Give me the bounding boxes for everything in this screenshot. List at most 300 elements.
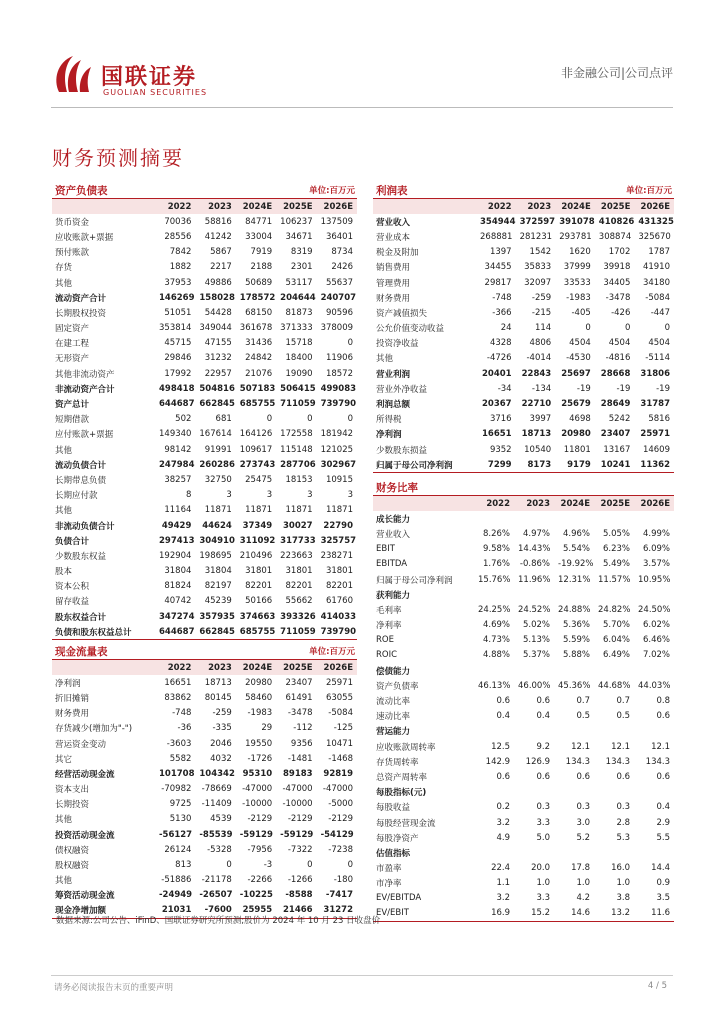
cell-value: 9179 xyxy=(555,457,595,472)
cell-value: 12.31% xyxy=(558,574,591,585)
row-label: 固定资产 xyxy=(55,324,90,335)
cell-value: 0.2 xyxy=(496,802,510,813)
row-label: 其他 xyxy=(55,506,73,517)
cell-value xyxy=(514,663,554,678)
row-label: 应收账款周转率 xyxy=(376,742,436,753)
row-label: 投资活动现金流 xyxy=(55,830,115,841)
cell-value: 2046 xyxy=(210,738,232,749)
cell-value: 21076 xyxy=(245,368,273,379)
footer-divider xyxy=(51,975,673,976)
cell-value: 5.36% xyxy=(562,620,590,631)
table-row xyxy=(52,888,357,903)
table-row xyxy=(52,245,357,260)
table-row xyxy=(52,548,357,563)
cell-value: 81873 xyxy=(285,307,313,318)
cell-value: 10540 xyxy=(524,444,552,455)
row-label: 资产总计 xyxy=(55,400,90,411)
cell-value: 11871 xyxy=(285,505,313,516)
cell-value xyxy=(594,587,634,602)
row-label: 长期带息负债 xyxy=(55,475,107,486)
cell-value: 3.2 xyxy=(496,893,510,904)
row-label: 股本 xyxy=(55,567,73,578)
year-header: 2025E xyxy=(276,199,316,214)
table-row xyxy=(52,706,357,721)
cell-value: 7.02% xyxy=(642,650,670,661)
table-row xyxy=(52,675,357,690)
cell-value: 0 xyxy=(624,323,631,334)
year-header: 2026E xyxy=(634,496,674,511)
cell-value: 0.5 xyxy=(576,711,590,722)
row-label: 长期股权投资 xyxy=(55,308,107,319)
cell-value: 13167 xyxy=(603,444,631,455)
income-statement-unit: 单位:百万元 xyxy=(626,186,672,196)
cell-value: 35833 xyxy=(524,262,552,273)
cell-value: 7919 xyxy=(250,247,273,258)
cell-value: 5.54% xyxy=(562,544,590,555)
table-row xyxy=(52,427,357,442)
cell-value: 1.1 xyxy=(496,878,510,889)
cell-value: -47000 xyxy=(282,784,313,795)
cell-value: 18400 xyxy=(285,353,313,364)
cell-value: 11362 xyxy=(634,457,674,472)
cell-value: 349044 xyxy=(199,323,232,334)
cell-value: 47155 xyxy=(204,338,232,349)
row-label: 其他 xyxy=(55,815,73,826)
cell-value: -4816 xyxy=(605,353,631,364)
year-header: 2022 xyxy=(155,660,195,675)
cell-value: 685755 xyxy=(236,624,276,639)
cell-value: 19090 xyxy=(285,368,313,379)
cell-value: 506415 xyxy=(280,383,316,394)
table-row xyxy=(52,842,357,857)
cell-value: -19 xyxy=(576,383,591,394)
row-label: 其他 xyxy=(55,876,73,887)
cell-value: 11164 xyxy=(164,505,192,516)
cell-value: -4530 xyxy=(566,353,591,364)
cell-value: -7238 xyxy=(328,844,353,855)
row-label: 股东权益合计 xyxy=(55,612,107,623)
income-statement-table xyxy=(373,199,674,473)
cell-value: 58816 xyxy=(204,216,232,227)
cell-value: 25697 xyxy=(561,368,591,379)
table-row xyxy=(373,290,674,305)
cell-value: 29817 xyxy=(484,277,512,288)
cell-value: 24.50% xyxy=(638,604,671,615)
cell-value: 49429 xyxy=(161,520,192,531)
cell-value: 304910 xyxy=(199,535,235,546)
cell-value: 109617 xyxy=(239,444,273,455)
cell-value: 25971 xyxy=(325,677,353,688)
cell-value: -3478 xyxy=(287,708,313,719)
cell-value: 297413 xyxy=(159,535,195,546)
year-header: 2025E xyxy=(595,199,635,214)
table-row xyxy=(373,275,674,290)
cell-value: -5084 xyxy=(645,292,670,303)
cell-value: 115148 xyxy=(280,444,313,455)
cell-value: -1726 xyxy=(247,753,273,764)
cell-value: 28649 xyxy=(600,399,631,410)
cell-value: 5.88% xyxy=(562,650,590,661)
cell-value: 308874 xyxy=(598,231,632,242)
cell-value xyxy=(554,663,594,678)
cell-value: 24.25% xyxy=(478,604,511,615)
cell-value: 2.8 xyxy=(616,817,630,828)
table-row xyxy=(52,782,357,797)
cell-value: -5114 xyxy=(645,353,670,364)
cell-value: 3 xyxy=(347,490,353,501)
cell-value: 16.9 xyxy=(474,906,514,921)
cell-value: 4698 xyxy=(569,414,591,425)
table-row xyxy=(373,785,674,800)
cell-value: 49886 xyxy=(204,277,232,288)
table-row xyxy=(373,260,674,275)
table-row xyxy=(52,351,357,366)
table-row xyxy=(373,754,674,769)
cell-value xyxy=(514,785,554,800)
table-row xyxy=(52,533,357,548)
cell-value: 29 xyxy=(261,723,273,734)
cell-value: 11871 xyxy=(204,505,232,516)
cell-value: 11.6 xyxy=(634,906,674,921)
cell-value: 4.99% xyxy=(642,528,670,539)
cell-value: 410826 xyxy=(598,216,635,227)
cell-value: 17992 xyxy=(164,368,192,379)
cell-value xyxy=(474,785,514,800)
cell-value: 46.13% xyxy=(478,680,511,691)
cell-value: -1468 xyxy=(328,753,353,764)
cell-value: -1983 xyxy=(247,708,273,719)
cell-value: 20.0 xyxy=(531,863,550,874)
row-label: 营业收入 xyxy=(376,529,411,540)
row-label: 负债合计 xyxy=(55,536,90,547)
row-label: 营运能力 xyxy=(376,727,411,738)
table-row xyxy=(52,690,357,705)
cell-value xyxy=(514,511,554,526)
cell-value: -11409 xyxy=(201,799,232,810)
cell-value: 45239 xyxy=(204,596,232,607)
year-header: 2025E xyxy=(594,496,634,511)
table-row xyxy=(373,587,674,602)
cell-value: 18713 xyxy=(521,429,552,440)
cell-value: 19550 xyxy=(245,738,273,749)
cell-value: 354944 xyxy=(480,216,516,227)
cell-value: 325757 xyxy=(320,535,357,546)
cell-value: -8588 xyxy=(285,890,313,901)
cell-value: 178572 xyxy=(239,292,276,303)
table-row xyxy=(373,861,674,876)
cell-value: -112 xyxy=(293,723,313,734)
cell-value: 711059 xyxy=(280,399,316,410)
cell-value xyxy=(594,845,634,860)
table-row xyxy=(52,290,357,305)
cell-value: 20367 xyxy=(482,399,512,410)
cell-value: 61760 xyxy=(325,596,353,607)
cash-flow-title: 现金流量表 xyxy=(55,646,108,658)
row-label: 总资产周转率 xyxy=(376,772,428,783)
cell-value xyxy=(474,587,514,602)
row-label: 净利润 xyxy=(376,430,402,441)
cell-value: 58460 xyxy=(245,692,273,703)
cell-value: 24842 xyxy=(245,353,273,364)
table-row xyxy=(52,503,357,518)
cell-value: 22790 xyxy=(323,520,353,531)
cell-value: -447 xyxy=(650,307,670,318)
cell-value xyxy=(474,845,514,860)
year-header: 2024E xyxy=(236,660,276,675)
cell-value: 5.02% xyxy=(522,620,550,631)
cell-value: 4.2 xyxy=(576,893,590,904)
cell-value: 53117 xyxy=(285,277,313,288)
cell-value: 3 xyxy=(266,490,273,501)
table-row xyxy=(52,624,357,639)
table-row xyxy=(52,812,357,827)
cell-value: -259 xyxy=(212,708,232,719)
table-row xyxy=(373,891,674,906)
cell-value: 3.3 xyxy=(536,893,550,904)
cell-value xyxy=(594,511,634,526)
cell-value: -2129 xyxy=(247,814,273,825)
cell-value: 0.4 xyxy=(536,711,550,722)
cell-value: 374663 xyxy=(239,611,276,622)
cell-value: 6.04% xyxy=(602,635,630,646)
cell-value: -2129 xyxy=(287,814,313,825)
cell-value: 4806 xyxy=(529,338,552,349)
cell-value: 68150 xyxy=(245,307,273,318)
cell-value: 51051 xyxy=(164,307,192,318)
cell-value: -19 xyxy=(656,383,670,394)
cell-value: 10.95% xyxy=(638,574,671,585)
cell-value: -7600 xyxy=(195,903,235,918)
table-row xyxy=(373,427,674,442)
row-label: 税金及附加 xyxy=(376,248,419,259)
table-row xyxy=(52,736,357,751)
row-label: 筹资活动现金流 xyxy=(55,891,115,902)
cell-value: 499083 xyxy=(320,383,357,394)
year-header: 2022 xyxy=(155,199,195,214)
cell-value: 7842 xyxy=(169,247,192,258)
cell-value: 137509 xyxy=(320,216,354,227)
cell-value: 15.76% xyxy=(478,574,511,585)
cell-value: -2129 xyxy=(328,814,353,825)
header-blank xyxy=(52,660,155,675)
cell-value: 21466 xyxy=(276,903,316,918)
row-label: 其它 xyxy=(55,754,73,765)
cell-value: 37349 xyxy=(242,520,273,531)
cell-value: 0 xyxy=(307,414,313,425)
cell-value: 372597 xyxy=(519,216,556,227)
table-row xyxy=(52,412,357,427)
table-row xyxy=(52,721,357,736)
cell-value: 22.4 xyxy=(491,863,510,874)
row-label: 获利能力 xyxy=(376,590,411,601)
cell-value: 0.7 xyxy=(576,696,590,707)
cell-value: 2217 xyxy=(210,262,232,273)
brand-name-english: GUOLIAN SECURITIES xyxy=(103,88,208,97)
table-row xyxy=(373,648,674,663)
cell-value: 4032 xyxy=(210,753,232,764)
table-row xyxy=(373,557,674,572)
cell-value: -56127 xyxy=(159,829,193,840)
year-header: 2023 xyxy=(514,496,554,511)
table-row xyxy=(52,873,357,888)
cell-value xyxy=(514,845,554,860)
cell-value: 31801 xyxy=(325,566,353,577)
cell-value: 16651 xyxy=(164,677,192,688)
cell-value: 20980 xyxy=(245,677,273,688)
cell-value: 55637 xyxy=(325,277,353,288)
cell-value: 0.6 xyxy=(536,771,550,782)
cell-value: -7322 xyxy=(287,844,313,855)
cell-value: 134.3 xyxy=(605,756,630,767)
cell-value: 17.8 xyxy=(571,863,590,874)
table-row xyxy=(373,769,674,784)
cell-value: 44.03% xyxy=(638,680,671,691)
cell-value: 4.88% xyxy=(482,650,510,661)
cell-value: 5.59% xyxy=(562,635,590,646)
cell-value: 3716 xyxy=(489,414,512,425)
cell-value: 431325 xyxy=(638,216,674,227)
cell-value: 0.3 xyxy=(536,802,550,813)
cell-value: 16.0 xyxy=(611,863,630,874)
cell-value: 6.02% xyxy=(642,620,670,631)
cell-value: 4504 xyxy=(569,338,591,349)
cell-value: 5582 xyxy=(169,753,192,764)
cell-value: 25475 xyxy=(245,474,273,485)
page-header xyxy=(0,0,724,110)
cell-value: 5867 xyxy=(210,247,232,258)
row-label: 营业成本 xyxy=(376,232,411,243)
cell-value: 0.4 xyxy=(496,711,510,722)
table-row xyxy=(373,366,674,381)
cell-value: 0.6 xyxy=(496,696,510,707)
table-row xyxy=(52,214,357,229)
cell-value: 1882 xyxy=(169,262,192,273)
cell-value: 5.37% xyxy=(522,650,550,661)
cell-value: -125 xyxy=(333,723,353,734)
table-row xyxy=(373,602,674,617)
table-row xyxy=(52,827,357,842)
cell-value xyxy=(634,845,674,860)
cell-value: 2.9 xyxy=(656,817,670,828)
cell-value: 5.05% xyxy=(602,528,630,539)
cell-value: 247984 xyxy=(159,459,195,470)
cell-value: 146269 xyxy=(159,292,195,303)
row-label: 现金净增加额 xyxy=(52,903,155,918)
row-label: 每股收益 xyxy=(376,803,411,814)
cell-value: 45.36% xyxy=(558,680,591,691)
cell-value: 5.13% xyxy=(522,635,550,646)
cell-value: -335 xyxy=(212,723,232,734)
cell-value: 0.6 xyxy=(656,771,670,782)
cell-value: 1787 xyxy=(648,247,670,258)
cell-value: 0 xyxy=(585,323,591,334)
table-row xyxy=(373,815,674,830)
cell-value: 6.49% xyxy=(602,650,630,661)
cell-value: 23407 xyxy=(285,677,313,688)
cell-value: 167614 xyxy=(199,429,232,440)
cell-value: 1542 xyxy=(529,247,552,258)
cell-value: -26507 xyxy=(199,890,233,901)
table-row xyxy=(373,678,674,693)
table-row xyxy=(52,396,357,411)
cell-value: 114 xyxy=(534,323,552,334)
row-label: EBIT xyxy=(376,544,395,555)
cell-value xyxy=(474,724,514,739)
row-label: 存货减少(增加为"-") xyxy=(55,724,133,735)
cell-value: 10471 xyxy=(325,738,353,749)
cell-value: 1.76% xyxy=(482,559,510,570)
header-blank xyxy=(373,199,476,214)
cell-value: 28668 xyxy=(600,368,631,379)
cell-value: 18153 xyxy=(285,474,313,485)
header-divider xyxy=(51,107,673,108)
table-row xyxy=(373,633,674,648)
cell-value: 14.6 xyxy=(554,906,594,921)
cell-value: 31232 xyxy=(204,353,232,364)
cell-value: 8319 xyxy=(290,247,313,258)
cell-value xyxy=(594,663,634,678)
cell-value: 25971 xyxy=(640,429,670,440)
table-row xyxy=(52,579,357,594)
cell-value: 4.73% xyxy=(482,635,510,646)
cell-value: 317733 xyxy=(280,535,316,546)
cell-value: 31436 xyxy=(245,338,273,349)
cell-value: 106237 xyxy=(280,216,313,227)
cell-value: 0.3 xyxy=(576,802,590,813)
ratios-table xyxy=(373,496,674,922)
row-label: 负债和股东权益总计 xyxy=(52,624,155,639)
cell-value: 192904 xyxy=(159,550,192,561)
cell-value: -405 xyxy=(571,307,591,318)
cell-value: 31806 xyxy=(640,368,670,379)
cell-value: 813 xyxy=(175,860,192,871)
cell-value: 134.3 xyxy=(565,756,590,767)
cell-value: 644687 xyxy=(159,399,195,410)
data-source-note: 数据来源:公司公告、iFinD、国联证券研究所预测;股价为 2024 年 10 月 23 日收盘价 xyxy=(56,916,381,926)
row-label: 速动比率 xyxy=(376,712,411,723)
cell-value: 104342 xyxy=(199,768,235,779)
cell-value: 45715 xyxy=(164,338,192,349)
table-row xyxy=(373,800,674,815)
cell-value: -85539 xyxy=(199,829,233,840)
row-label: 折旧摊销 xyxy=(55,693,90,704)
table-row xyxy=(373,457,674,472)
cell-value: 662845 xyxy=(199,399,235,410)
cell-value: 3.0 xyxy=(576,817,590,828)
guolian-logo-icon xyxy=(51,52,97,98)
table-row xyxy=(373,876,674,891)
cell-value: 0 xyxy=(347,338,353,349)
cell-value: 504816 xyxy=(199,383,235,394)
cell-value: 34455 xyxy=(484,262,512,273)
row-label: 债权融资 xyxy=(55,845,90,856)
cell-value: 0 xyxy=(347,860,353,871)
cell-value: 2426 xyxy=(331,262,353,273)
table-row xyxy=(52,472,357,487)
ratios-header xyxy=(373,479,674,496)
cell-value: 83862 xyxy=(164,692,192,703)
cell-value: 11871 xyxy=(245,505,273,516)
table-row xyxy=(52,518,357,533)
cell-value: 91991 xyxy=(204,444,232,455)
cell-value: 6.09% xyxy=(642,544,670,555)
cell-value: -5000 xyxy=(328,799,353,810)
cell-value xyxy=(554,845,594,860)
cell-value: -70982 xyxy=(161,784,192,795)
cell-value: 353814 xyxy=(159,323,192,334)
cell-value: 82201 xyxy=(285,581,313,592)
cell-value: 12.1 xyxy=(571,741,590,752)
